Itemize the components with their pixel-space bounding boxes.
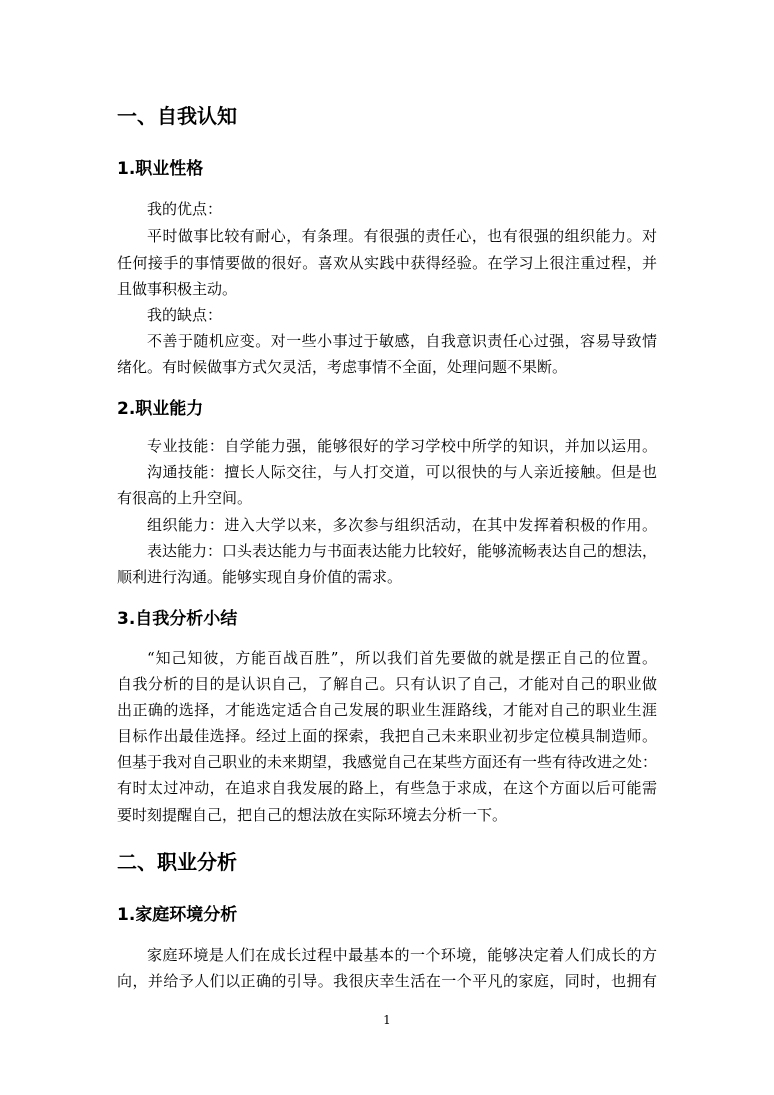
paragraph-line: 专业技能：自学能力强，能够很好的学习学校中所学的知识，并加以运用。 [147, 437, 657, 455]
paragraph-line: 平时做事比较有耐心，有条理。有很强的责任心，也有很强的组织能力。对 [147, 227, 657, 245]
paragraph-line: 任何接手的事情要做的很好。喜欢从实践中获得经验。在学习上很注重过程，并 [117, 254, 657, 272]
paragraph-line: 有时太过冲动，在追求自我发展的路上，有些急于求成，在这个方面以后可能需 [117, 779, 657, 797]
paragraph-line: 有很高的上升空间。 [117, 489, 253, 507]
subsection-heading-career-personality: 1.职业性格 [117, 159, 204, 179]
paragraph-line: 家庭环境是人们在成长过程中最基本的一个环境，能够决定着人们成长的方 [147, 946, 657, 964]
paragraph-line: 自我分析的目的是认识自己，了解自己。只有认识了自己，才能对自己的职业做 [117, 675, 657, 693]
paragraph-line: 不善于随机应变。对一些小事过于敏感，自我意识责任心过强，容易导致情 [147, 332, 657, 350]
subsection-heading-family-environment: 1.家庭环境分析 [117, 905, 238, 925]
paragraph-line: 但基于我对自己职业的未来期望，我感觉自己在某些方面还有一些有待改进之处： [117, 753, 658, 771]
paragraph-line: 绪化。有时候做事方式欠灵活，考虑事情不全面，处理问题不果断。 [117, 358, 568, 376]
paragraph-line: 出正确的选择，才能选定适合自己发展的职业生涯路线，才能对自己的职业生涯 [117, 701, 657, 719]
paragraph-line: 组织能力：进入大学以来，多次参与组织活动，在其中发挥着积极的作用。 [147, 516, 657, 534]
paragraph-line: 要时刻提醒自己，把自己的想法放在实际环境去分析一下。 [117, 806, 508, 824]
paragraph-line: 向，并给予人们以正确的引导。我很庆幸生活在一个平凡的家庭，同时，也拥有 [117, 972, 657, 990]
subsection-heading-self-analysis-summary: 3.自我分析小结 [117, 609, 238, 629]
paragraph-line: 表达能力：口头表达能力与书面表达能力比较好，能够流畅表达自己的想法， [147, 542, 658, 560]
paragraph-line: 且做事积极主动。 [117, 280, 238, 298]
paragraph-line: 我的缺点： [147, 306, 223, 324]
section-heading-self-cognition: 一、自我认知 [117, 104, 237, 128]
paragraph-line: “知己知彼，方能百战百胜”，所以我们首先要做的就是摆正自己的位置。 [147, 649, 657, 667]
paragraph-line: 沟通技能：擅长人际交往，与人打交道，可以很快的与人亲近接触。但是也 [147, 463, 657, 481]
paragraph-line: 目标作出最佳选择。经过上面的探索，我把自己未来职业初步定位模具制造师。 [117, 727, 657, 745]
subsection-heading-career-ability: 2.职业能力 [117, 399, 204, 419]
paragraph-line: 我的优点： [147, 200, 223, 218]
paragraph-line: 顺利进行沟通。能够实现自身价值的需求。 [117, 568, 403, 586]
section-heading-career-analysis: 二、职业分析 [117, 850, 237, 874]
page-number: 1 [383, 1013, 391, 1027]
